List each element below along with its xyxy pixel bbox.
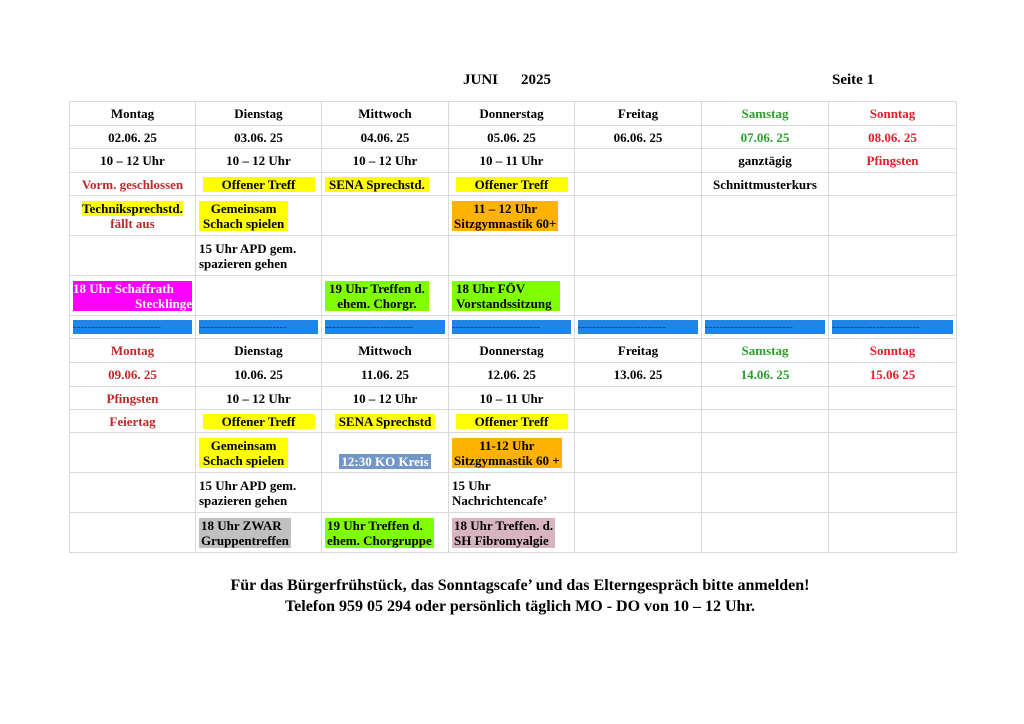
day-name: Dienstag — [196, 102, 322, 126]
event-highlight: Gemeinsam Schach spielen — [199, 438, 288, 468]
event-highlight: Offener Treff — [203, 414, 315, 429]
time-cell — [829, 387, 957, 410]
week1-time-row — [70, 149, 957, 173]
date: 15.06 25 — [829, 363, 957, 387]
day-name: Freitag — [575, 339, 702, 363]
event-cell: Vorm. geschlossen — [70, 173, 196, 196]
time-cell: 10 – 12 Uhr — [322, 149, 449, 173]
week1-date-row — [70, 126, 957, 149]
event-cell — [575, 173, 702, 196]
event-highlight: 18 Uhr Schaffrath Stecklinge — [73, 280, 192, 311]
day-name: Montag — [70, 102, 196, 126]
separator-bar: ------------------------ — [832, 320, 953, 334]
event-highlight: Offener Treff — [456, 414, 568, 429]
day-name: Montag — [70, 339, 196, 363]
day-name: Dienstag — [196, 339, 322, 363]
time-cell: ganztägig — [702, 149, 829, 173]
event-highlight: Offener Treff — [203, 177, 315, 192]
separator-bar: ------------------------ — [73, 320, 192, 334]
event-highlight: 18 Uhr ZWAR Gruppentreffen — [201, 517, 289, 548]
time-cell: 10 – 12 Uhr — [196, 387, 322, 410]
event-note: fällt aus — [110, 215, 155, 231]
event-highlight: 18 Uhr Treffen. d. SH Fibromyalgie — [454, 517, 554, 548]
week2-event-row — [70, 513, 957, 553]
event-highlight: 19 Uhr Treffen d. ehem. Chorgr. — [325, 281, 429, 311]
event-cell: 15 Uhr APD gem. spazieren gehen — [196, 236, 322, 276]
time-cell: 10 – 12 Uhr — [322, 387, 449, 410]
time-cell: 10 – 12 Uhr — [70, 149, 196, 173]
week2-time-row — [70, 387, 957, 410]
separator-bar: ------------------------ — [199, 320, 318, 334]
day-name: Donnerstag — [449, 339, 575, 363]
date: 06.06. 25 — [575, 126, 702, 149]
date: 13.06. 25 — [575, 363, 702, 387]
event-cell — [575, 410, 702, 433]
day-name: Sonntag — [829, 102, 957, 126]
time-cell — [702, 387, 829, 410]
event-cell: 15 Uhr APD gem. spazieren gehen — [196, 473, 322, 513]
day-name: Mittwoch — [322, 339, 449, 363]
time-cell — [575, 387, 702, 410]
time-cell: 10 – 11 Uhr — [449, 387, 575, 410]
event-highlight: Techniksprechstd. — [82, 200, 183, 216]
holiday-label: Pfingsten — [70, 387, 196, 410]
event-highlight: 19 Uhr Treffen d. ehem. Chorgruppe — [327, 517, 432, 548]
date: 09.06. 25 — [70, 363, 196, 387]
footer-line-1: Für das Bürgerfrühstück, das Sonntagscafe’ und das Elterngespräch bitte anmelden! — [230, 577, 810, 594]
event-highlight: 18 Uhr FÖV Vorstandssitzung — [452, 281, 560, 311]
footer-line-2: Telefon 959 05 294 oder persönlich täglich MO - DO von 10 – 12 Uhr. — [284, 598, 756, 615]
day-name: Sonntag — [829, 339, 957, 363]
event-highlight: SENA Sprechstd. — [325, 177, 429, 192]
event-cell: 15 Uhr Nachrichtencafe’ — [449, 473, 575, 513]
calendar-table — [69, 101, 957, 553]
event-highlight: Gemeinsam Schach spielen — [199, 201, 288, 231]
event-highlight: 11 – 12 Uhr Sitzgymnastik 60+ — [454, 200, 557, 231]
event-highlight: 11-12 Uhr Sitzgymnastik 60 + — [454, 437, 560, 468]
year-label: 2025 — [521, 72, 551, 88]
date: 04.06. 25 — [322, 126, 449, 149]
separator-bar: ------------------------ — [325, 320, 445, 334]
week2-day-row — [70, 339, 957, 363]
day-name: Freitag — [575, 102, 702, 126]
date: 07.06. 25 — [702, 126, 829, 149]
week1-event-row — [70, 196, 957, 236]
week-separator-row — [70, 316, 957, 339]
date: 14.06. 25 — [702, 363, 829, 387]
event-highlight: 12:30 KO Kreis — [341, 454, 429, 469]
page-number: Seite 1 — [832, 72, 875, 88]
event-cell — [702, 410, 829, 433]
event-cell — [829, 173, 957, 196]
date: 10.06. 25 — [196, 363, 322, 387]
week1-event-row — [70, 276, 957, 316]
date: 03.06. 25 — [196, 126, 322, 149]
week2-event-row — [70, 410, 957, 433]
separator-bar: ------------------------ — [452, 320, 571, 334]
day-name: Mittwoch — [322, 102, 449, 126]
holiday-label: Pfingsten — [829, 149, 957, 173]
week1-day-row — [70, 102, 957, 126]
week2-event-row — [70, 473, 957, 513]
date: 05.06. 25 — [449, 126, 575, 149]
time-cell — [575, 149, 702, 173]
separator-bar: ------------------------ — [705, 320, 825, 334]
separator-bar: ------------------------ — [578, 320, 698, 334]
date: 02.06. 25 — [70, 126, 196, 149]
month-label: JUNI — [463, 72, 499, 88]
week2-date-row — [70, 363, 957, 387]
holiday-label: Feiertag — [70, 410, 196, 433]
event-cell — [829, 410, 957, 433]
week1-event-row — [70, 173, 957, 196]
day-name: Samstag — [702, 102, 829, 126]
event-highlight: SENA Sprechstd — [335, 414, 436, 429]
week2-event-row — [70, 433, 957, 473]
day-name: Donnerstag — [449, 102, 575, 126]
day-name: Samstag — [702, 339, 829, 363]
date: 08.06. 25 — [829, 126, 957, 149]
event-cell: Schnittmusterkurs — [702, 173, 829, 196]
time-cell: 10 – 11 Uhr — [449, 149, 575, 173]
week1-event-row — [70, 236, 957, 276]
date: 11.06. 25 — [322, 363, 449, 387]
event-highlight: Offener Treff — [456, 177, 568, 192]
time-cell: 10 – 12 Uhr — [196, 149, 322, 173]
date: 12.06. 25 — [449, 363, 575, 387]
